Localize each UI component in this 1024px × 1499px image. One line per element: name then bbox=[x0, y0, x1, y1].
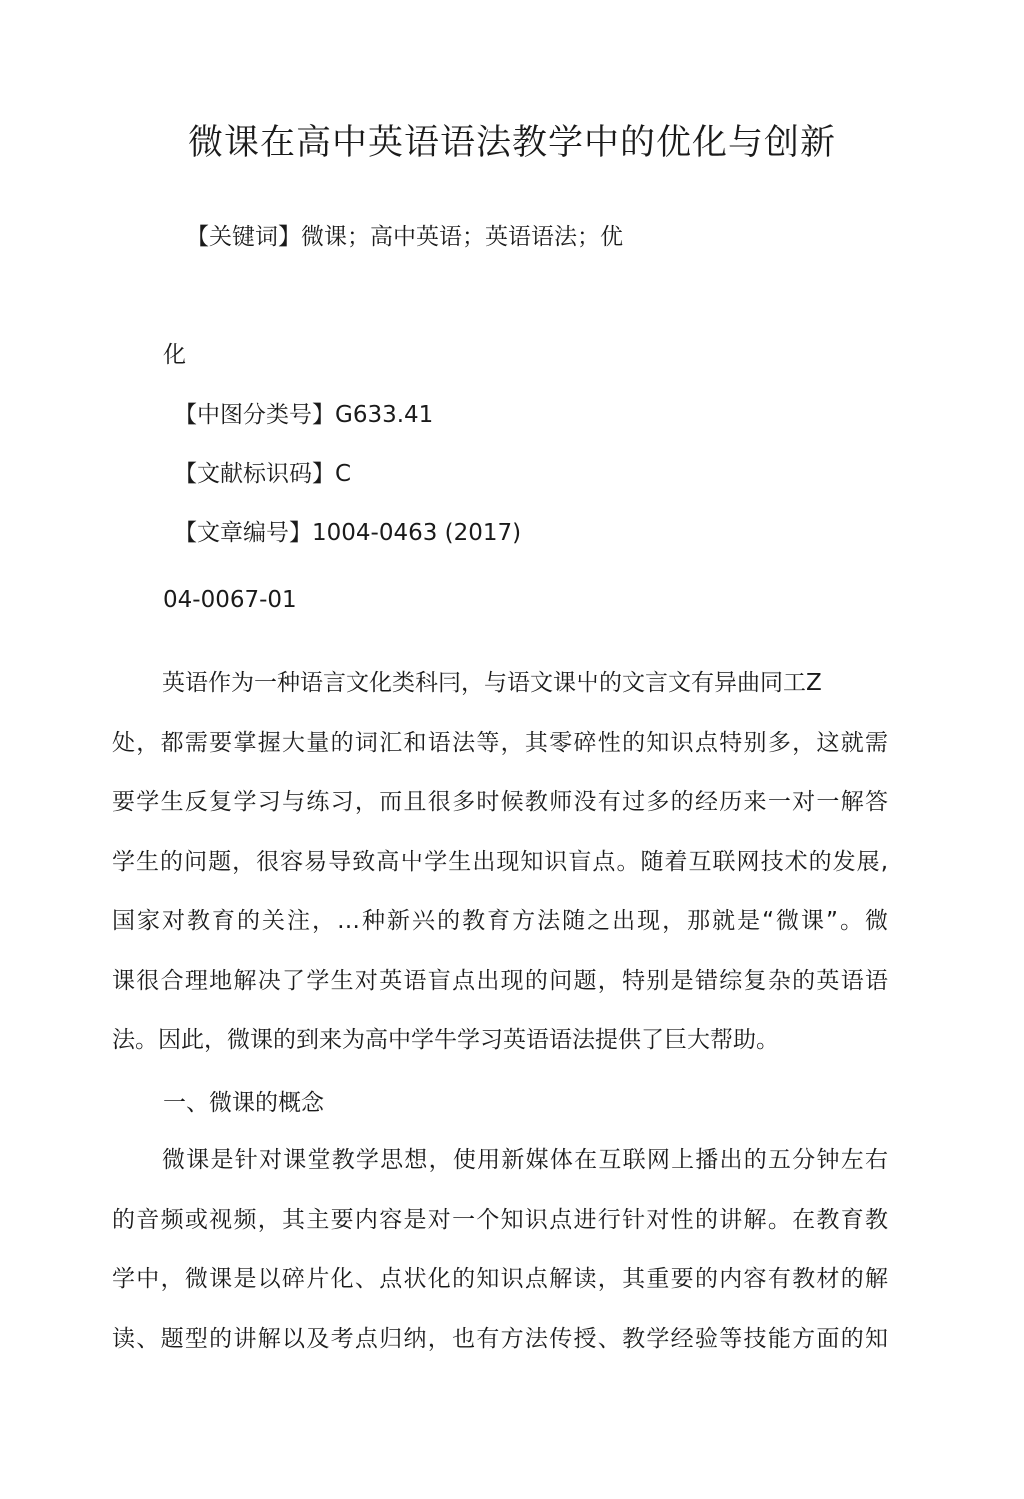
section1-paragraph bbox=[112, 1145, 888, 1383]
article-number-line-1: 【文章编号】1004-0463 (2017) bbox=[174, 520, 522, 546]
section-heading: 一、微课的概念 bbox=[163, 1090, 324, 1116]
paragraph-line: 微课是针对课堂教学思想，使用新媒体在互联网上播出的五分钟左右 bbox=[162, 1147, 888, 1173]
paragraph-line: 法。因此，微课的到来为高中学牛学习英语语法提供了巨大帮助。 bbox=[112, 1027, 779, 1053]
intro-paragraph bbox=[112, 668, 888, 1085]
paragraph-line: 学中，微课是以碎片化、点状化的知识点解读，其重要的内容有教材的解 bbox=[112, 1266, 888, 1292]
keywords-line-1: 【关键词】微课；高中英语；英语语法；优 bbox=[186, 224, 623, 250]
paragraph-line: 要学生反复学习与练习，而且很多时候教师没有过多的经历来一对一解答 bbox=[112, 789, 888, 815]
paragraph-line: 课很合理地解决了学生对英语盲点出现的问题，特别是错综复杂的英语语 bbox=[112, 967, 888, 994]
paragraph-line: 读、题型的讲解以及考点归纳，也有方法传授、教学经验等技能方面的知 bbox=[112, 1325, 888, 1352]
keywords-line-2: 化 bbox=[163, 342, 186, 368]
document-title: 微课在高中英语语法教学中的优化与创新 bbox=[187, 123, 836, 164]
paragraph-line: 国家对教育的关注，…种新兴的教育方法随之出现，那就是“微课”。微 bbox=[112, 908, 888, 934]
paragraph-line: 的音频或视频，其主要内容是对一个知识点进行针对性的讲解。在教育教 bbox=[112, 1206, 888, 1233]
article-number-line-2: 04-0067-01 bbox=[163, 587, 297, 613]
document-code: 【文献标识码】C bbox=[174, 461, 352, 487]
classification-number: 【中图分类号】G633.41 bbox=[174, 402, 434, 428]
paragraph-line: 学生的问题，很容易导致高屮学生出现知识盲点。随着互联网技术的发展, bbox=[112, 848, 888, 875]
paragraph-line: 英语作为一种语言文化类科冃，与语文课屮的文言文有异曲同工Z bbox=[162, 670, 822, 696]
paragraph-line: 处，都需要掌握大量的词汇和语法等，其零碎性的知识点特别多，这就需 bbox=[112, 729, 888, 756]
